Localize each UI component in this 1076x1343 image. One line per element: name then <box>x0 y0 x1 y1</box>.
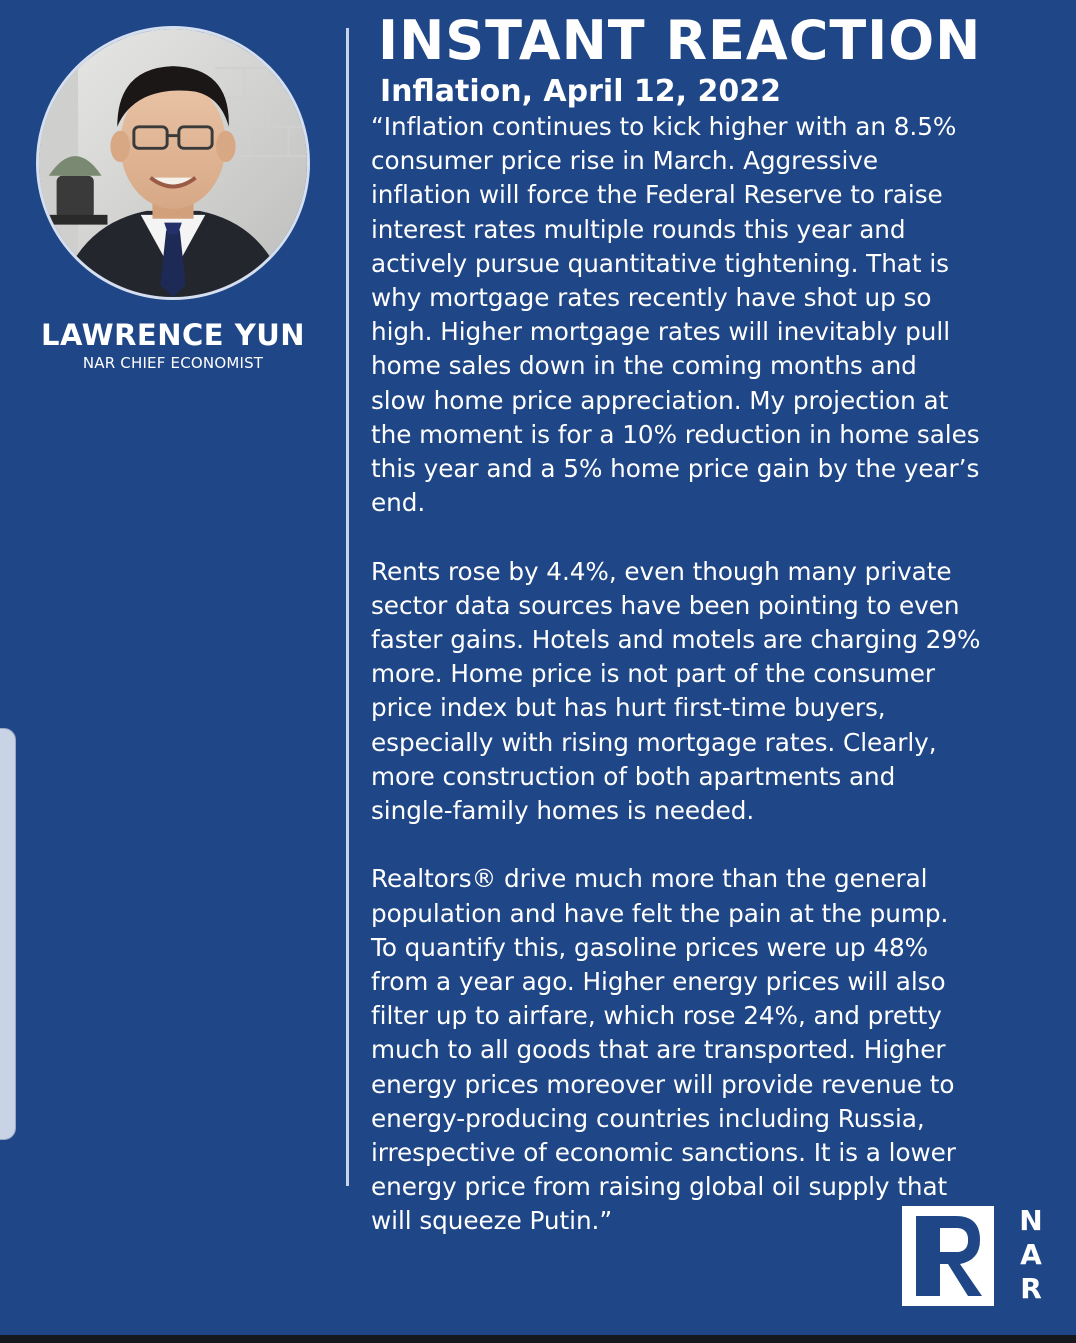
realtor-r-logo-icon <box>902 1206 994 1306</box>
page-subtitle: Inflation, April 12, 2022 <box>380 74 782 109</box>
vertical-divider <box>346 28 349 1186</box>
quote-paragraph: Realtors® drive much more than the general population and have felt the pain at the pump. To quantify this, gasoline prices were up 48% from a year ago. Higher energy prices will also filter up to airfare, which rose 24%, and pretty much to all goods that are transported. Higher energy prices moreover will provide revenue to energy-producing countries including Russia, irrespective of economic sanctions. It is a lower energy price from raising global oil supply that will squeeze Putin.” <box>371 864 956 1236</box>
nar-logo <box>902 1206 1048 1310</box>
nar-letter: A <box>1020 1238 1042 1271</box>
person-name: LAWRENCE YUN <box>40 318 306 352</box>
quote-body <box>371 110 1071 1239</box>
r-logo-graphic <box>902 1206 994 1306</box>
page-title: INSTANT REACTION <box>378 9 982 72</box>
portrait-image <box>39 29 307 297</box>
nar-letter: N <box>1019 1204 1043 1237</box>
quote-paragraph: “Inflation continues to kick higher with an 8.5% consumer price rise in March. Aggressive inflation will force the Federal Reserve to raise interest rates multiple rounds this year and actively pursue quantitative tightening. That is why mortgage rates recently have shot up so high. Higher mortgage rates will inevitably pull home sales down in the coming months and slow home price appreciation. My projection at the moment is for a 10% reduction in home sales this year and a 5% home price gain by the year’s end. <box>371 112 980 518</box>
nar-letters <box>1014 1204 1048 1306</box>
nar-letter: R <box>1020 1272 1042 1305</box>
side-scroll-tab[interactable] <box>0 728 16 1140</box>
portrait-photo <box>36 26 310 300</box>
person-role: NAR CHIEF ECONOMIST <box>82 354 264 372</box>
bottom-band <box>0 1335 1076 1343</box>
quote-paragraph: Rents rose by 4.4%, even though many private sector data sources have been pointing to even faster gains. Hotels and motels are charging 29% more. Home price is not part of the consumer price index but has hurt first-time buyers, especially with rising mortgage rates. Clearly, more construction of both apartments and single-family homes is needed. <box>371 556 981 826</box>
